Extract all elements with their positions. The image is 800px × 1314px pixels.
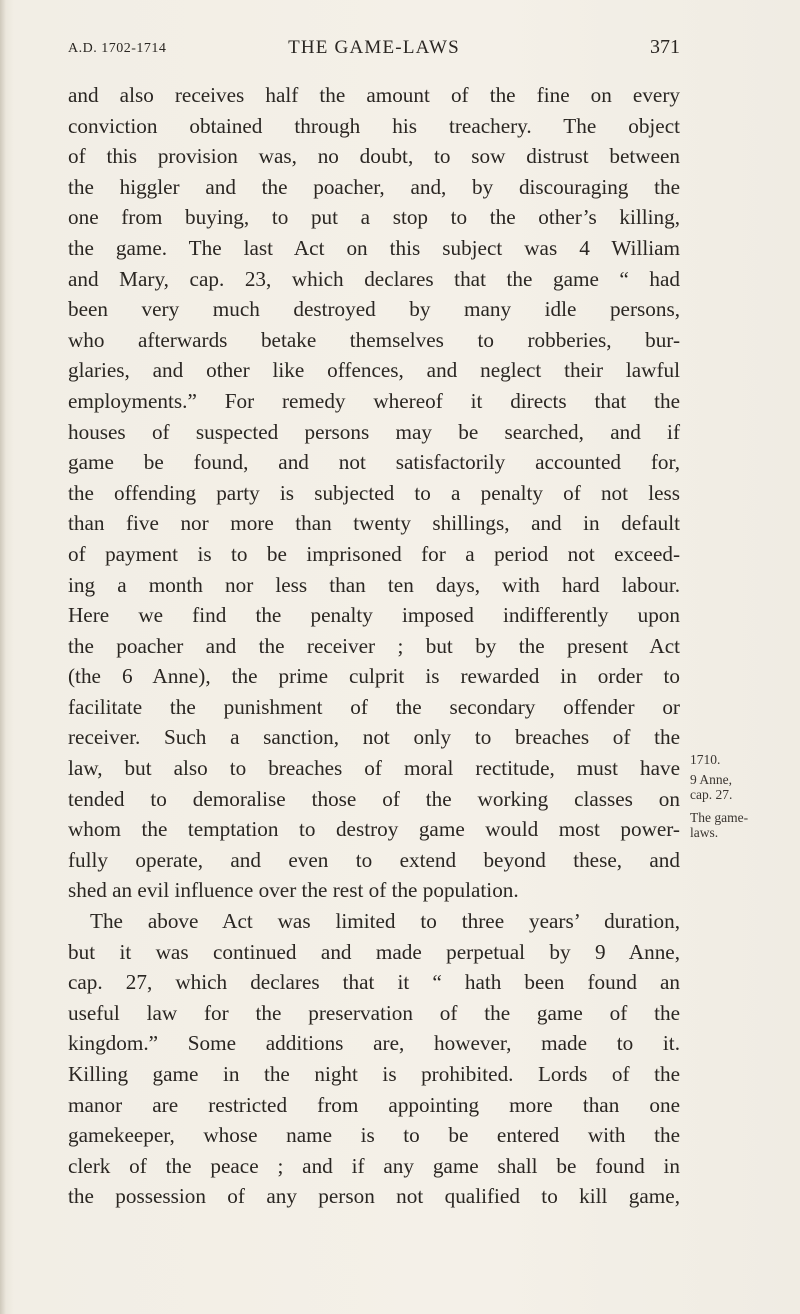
text-line: the game. The last Act on this subject was 4 William (68, 235, 680, 260)
text-line: Here we find the penalty imposed indifferently upon (68, 603, 680, 628)
text-line: the higgler and the poacher, and, by discouraging the (68, 174, 680, 199)
text-line: manor are restricted from appointing more than one (68, 1092, 680, 1117)
margin-note-act-line2: cap. 27. (690, 787, 733, 802)
text-line: kingdom.” Some additions are, however, made to it. (68, 1031, 680, 1056)
text-line: facilitate the punishment of the secondary offender or (68, 694, 680, 719)
running-head-dates: A.D. 1702-1714 (68, 41, 167, 56)
text-line: useful law for the preservation of the game of the (68, 1000, 680, 1025)
text-line: glaries, and other like offences, and neglect their lawful (68, 358, 680, 383)
text-line: houses of suspected persons may be searched, and if (68, 419, 680, 444)
text-line: of this provision was, no doubt, to sow distrust between (68, 144, 680, 169)
text-line: employments.” For remedy whereof it directs that the (68, 388, 680, 413)
text-line: of payment is to be imprisoned for a period not exceed- (68, 541, 680, 566)
text-line: Killing game in the night is prohibited. Lords of the (68, 1062, 680, 1086)
text-line-paragraph-start: The above Act was limited to three years’ duration, (90, 909, 680, 934)
text-line: but it was continued and made perpetual by 9 Anne, (68, 939, 680, 964)
text-line: receiver. Such a sanction, not only to breaches of the (68, 725, 680, 750)
text-line: the poacher and the receiver ; but by the present Act (68, 633, 680, 658)
text-line: and Mary, cap. 23, which declares that the game “ had (68, 266, 680, 291)
margin-note-act-line1: 9 Anne, (690, 772, 732, 787)
running-head (68, 36, 680, 62)
text-line: law, but also to breaches of moral rectitude, must have (68, 756, 680, 781)
page-number: 371 (650, 36, 680, 58)
text-line: one from buying, to put a stop to the other’s killing, (68, 205, 680, 230)
text-line: whom the temptation to destroy game would most power- (68, 817, 680, 842)
text-line: gamekeeper, whose name is to be entered with the (68, 1123, 680, 1148)
text-line: cap. 27, which declares that it “ hath been found an (68, 970, 680, 995)
text-line: the offending party is subjected to a penalty of not less (68, 480, 680, 505)
text-line: than five nor more than twenty shillings, and in default (68, 511, 680, 536)
margin-note-act (690, 772, 770, 802)
text-line: fully operate, and even to extend beyond these, and (68, 847, 680, 872)
text-line: who afterwards betake themselves to robberies, bur- (68, 327, 680, 352)
margin-note-year: 1710. (690, 752, 721, 767)
text-line: the possession of any person not qualified to kill game, (68, 1184, 680, 1209)
text-line: game be found, and not satisfactorily accounted for, (68, 450, 680, 475)
text-line: shed an evil influence over the rest of the population. (68, 878, 519, 903)
margin-note-topic-line1: The game- (690, 810, 749, 825)
text-line: conviction obtained through his treachery. The object (68, 113, 680, 138)
margin-note-topic-line2: laws. (690, 825, 719, 840)
margin-note-topic (690, 810, 770, 840)
text-line: been very much destroyed by many idle persons, (68, 297, 680, 322)
body-text (68, 80, 680, 1212)
text-line: and also receives half the amount of the fine on every (68, 83, 680, 107)
text-line: clerk of the peace ; and if any game shall be found in (68, 1153, 680, 1178)
page-gutter-edge (0, 0, 6, 1314)
text-line: ing a month nor less than ten days, with hard labour. (68, 572, 680, 597)
running-head-title: THE GAME-LAWS (288, 37, 460, 58)
text-line: tended to demoralise those of the working classes on (68, 786, 680, 811)
text-line: (the 6 Anne), the prime culprit is rewarded in order to (68, 664, 680, 689)
